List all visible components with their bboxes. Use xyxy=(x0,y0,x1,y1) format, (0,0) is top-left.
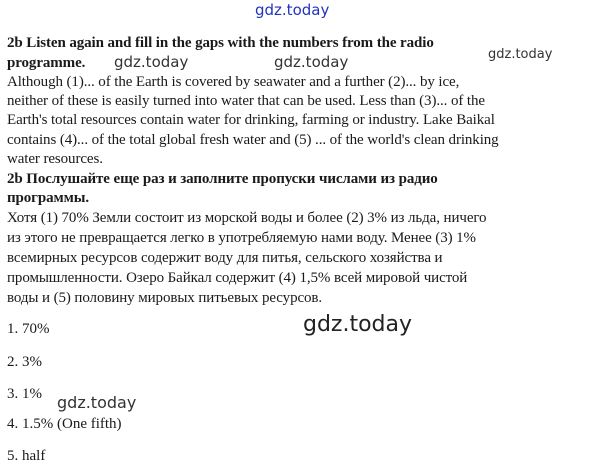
english-text-line-1: Although (1)... of the Earth is covered by seawater and a further (2)... by ice, xyxy=(7,74,460,90)
watermark-c: gdz.today xyxy=(488,47,553,62)
answer-item-5: 5. half xyxy=(7,448,46,464)
english-text-line-5: water resources. xyxy=(7,151,103,167)
english-text-line-3: Earth's total resources contain water for drinking, farming or industry. Lake Baikal xyxy=(7,112,495,128)
russian-text-line-3: всемирных ресурсов содержит воду для питья, сельского хозяйства и xyxy=(7,250,443,266)
answer-item-2: 2. 3% xyxy=(7,354,42,370)
answer-item-4: 4. 1.5% (One fifth) xyxy=(7,416,122,432)
watermark-b: gdz.today xyxy=(274,53,349,71)
english-heading-line1: 2b Listen again and fill in the gaps with the numbers from the radio xyxy=(7,35,434,51)
answer-item-1: 1. 70% xyxy=(7,321,50,337)
russian-heading-line2: программы. xyxy=(7,190,90,206)
russian-text-line-2: из этого не превращается легко в употребляемую нами воду. Менее (3) 1% xyxy=(7,230,476,246)
russian-text-line-4: промышленности. Озеро Байкал содержит (4) 1,5% всей мировой чистой xyxy=(7,270,468,286)
russian-text-line-5: воды и (5) половину мировых питьевых ресурсов. xyxy=(7,290,323,306)
watermark-a: gdz.today xyxy=(114,53,189,71)
russian-heading-line1: 2b Послушайте еще раз и заполните пропуски числами из радио xyxy=(7,171,438,187)
russian-text-line-1: Хотя (1) 70% Земли состоит из морской воды и более (2) 3% из льда, ничего xyxy=(7,210,487,226)
english-text-line-2: neither of these is easily turned into water that can be used. Less than (3)... of the xyxy=(7,93,485,109)
english-heading-line2: programme. xyxy=(7,55,86,71)
watermark-large: gdz.today xyxy=(303,312,413,337)
watermark-d: gdz.today xyxy=(57,393,137,412)
answer-item-3: 3. 1% xyxy=(7,386,42,402)
watermark-top: gdz.today xyxy=(255,1,330,19)
english-text-line-4: contains (4)... of the total global fresh water and (5) ... of the world's clean drinking xyxy=(7,132,499,148)
